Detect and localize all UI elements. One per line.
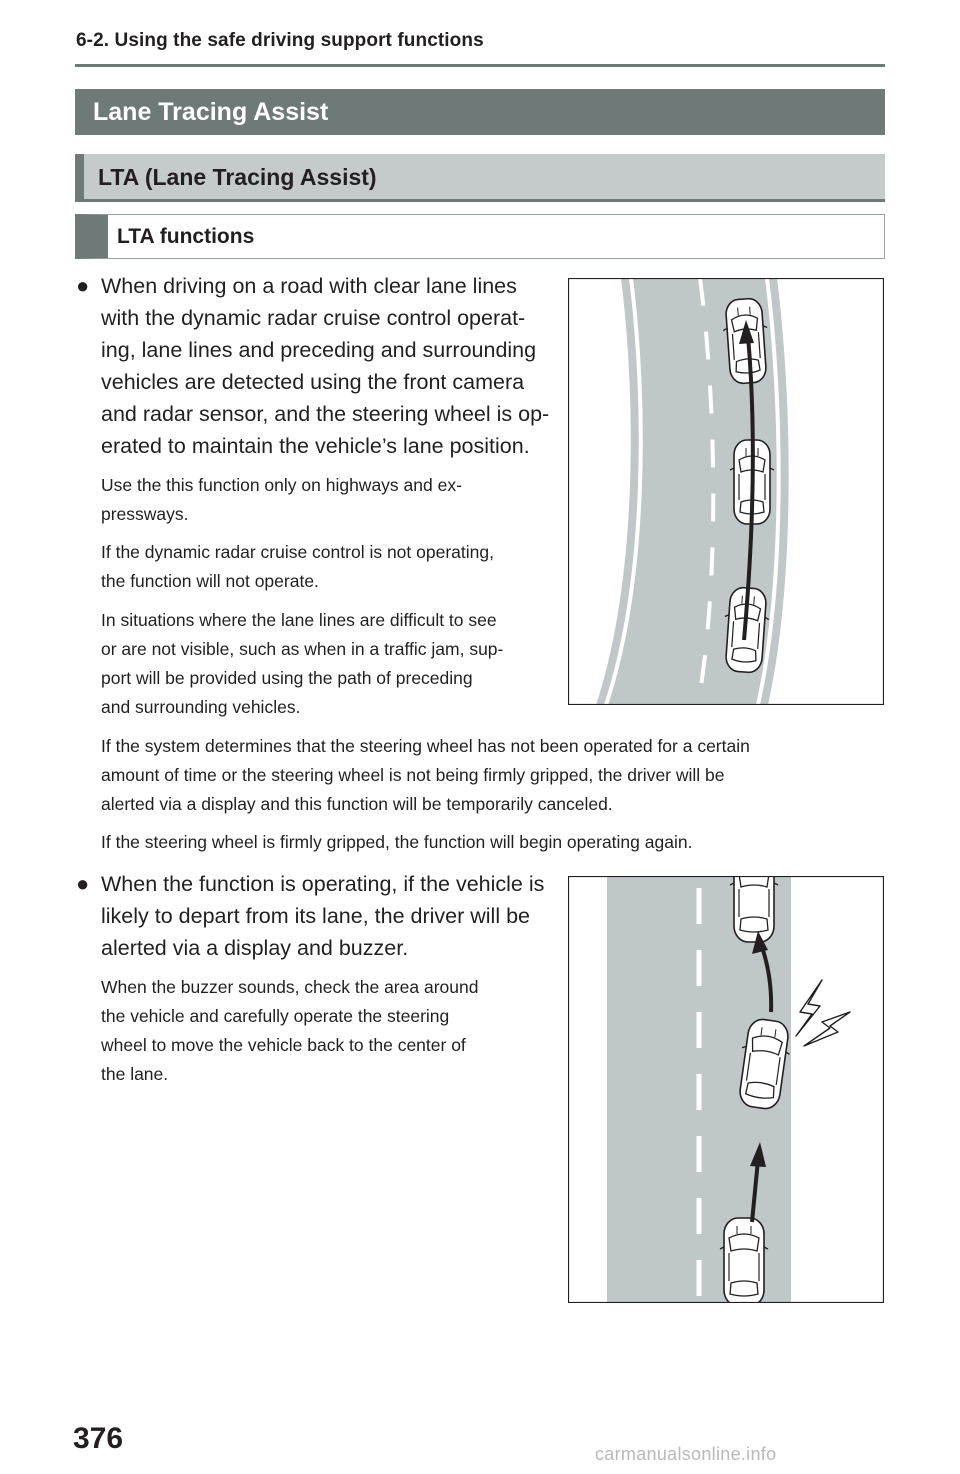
note-line: the function will not operate. (101, 571, 319, 591)
note-line: alerted via a display and this function will be temporarily canceled. (101, 794, 613, 814)
page-number: 376 (73, 1422, 124, 1455)
note-line: If the dynamic radar cruise control is not operating, (101, 542, 494, 562)
bullet-icon: ● (76, 273, 90, 298)
watermark: carmanualsonline.info (595, 1444, 777, 1464)
note-line: and surrounding vehicles. (101, 697, 301, 717)
note-line: or are not visible, such as when in a traffic jam, sup- (101, 639, 504, 659)
note-line: port will be provided using the path of preceding (101, 668, 473, 688)
lane-departure-illustration (568, 876, 884, 1303)
bullet1-line: and radar sensor, and the steering wheel is op- (101, 402, 550, 426)
section-title: Lane Tracing Assist (75, 89, 885, 135)
car-icon (720, 1218, 768, 1303)
header-rule (75, 64, 885, 67)
note-line: the lane. (101, 1064, 169, 1084)
bullet1-line: with the dynamic radar cruise control operat- (101, 306, 526, 330)
bullet2-line: likely to depart from its lane, the driver will be (101, 904, 530, 928)
bullet2-line: When the function is operating, if the vehicle is (101, 872, 545, 896)
note-line: In situations where the lane lines are difficult to see (101, 610, 497, 630)
note-line: amount of time or the steering wheel is not being firmly gripped, the driver will be (101, 765, 725, 785)
bullet1-line: vehicles are detected using the front camera (101, 370, 525, 394)
note-line: the vehicle and carefully operate the steering (101, 1006, 450, 1026)
running-header: 6-2. Using the safe driving support functions (76, 30, 484, 51)
bullet-icon: ● (76, 871, 90, 896)
lane-tracing-illustration (568, 278, 884, 705)
note-line: wheel to move the vehicle back to the center of (101, 1035, 466, 1055)
bullet2-line: alerted via a display and buzzer. (101, 936, 409, 960)
subsection-title: LTA (Lane Tracing Assist) (75, 154, 885, 202)
bullet1-line: ing, lane lines and preceding and surrounding (101, 338, 537, 362)
car-icon (730, 876, 778, 942)
note-line: Use the this function only on highways and ex- (101, 475, 462, 495)
note-line: When the buzzer sounds, check the area around (101, 977, 479, 997)
note-line: If the steering wheel is firmly gripped, the function will begin operating again. (101, 832, 693, 852)
bullet1-line: When driving on a road with clear lane lines (101, 274, 517, 298)
bullet1-line: erated to maintain the vehicle’s lane position. (101, 434, 530, 458)
topic-title: LTA functions (75, 214, 885, 259)
note-line: pressways. (101, 504, 189, 524)
note-line: If the system determines that the steering wheel has not been operated for a certain (101, 736, 750, 756)
